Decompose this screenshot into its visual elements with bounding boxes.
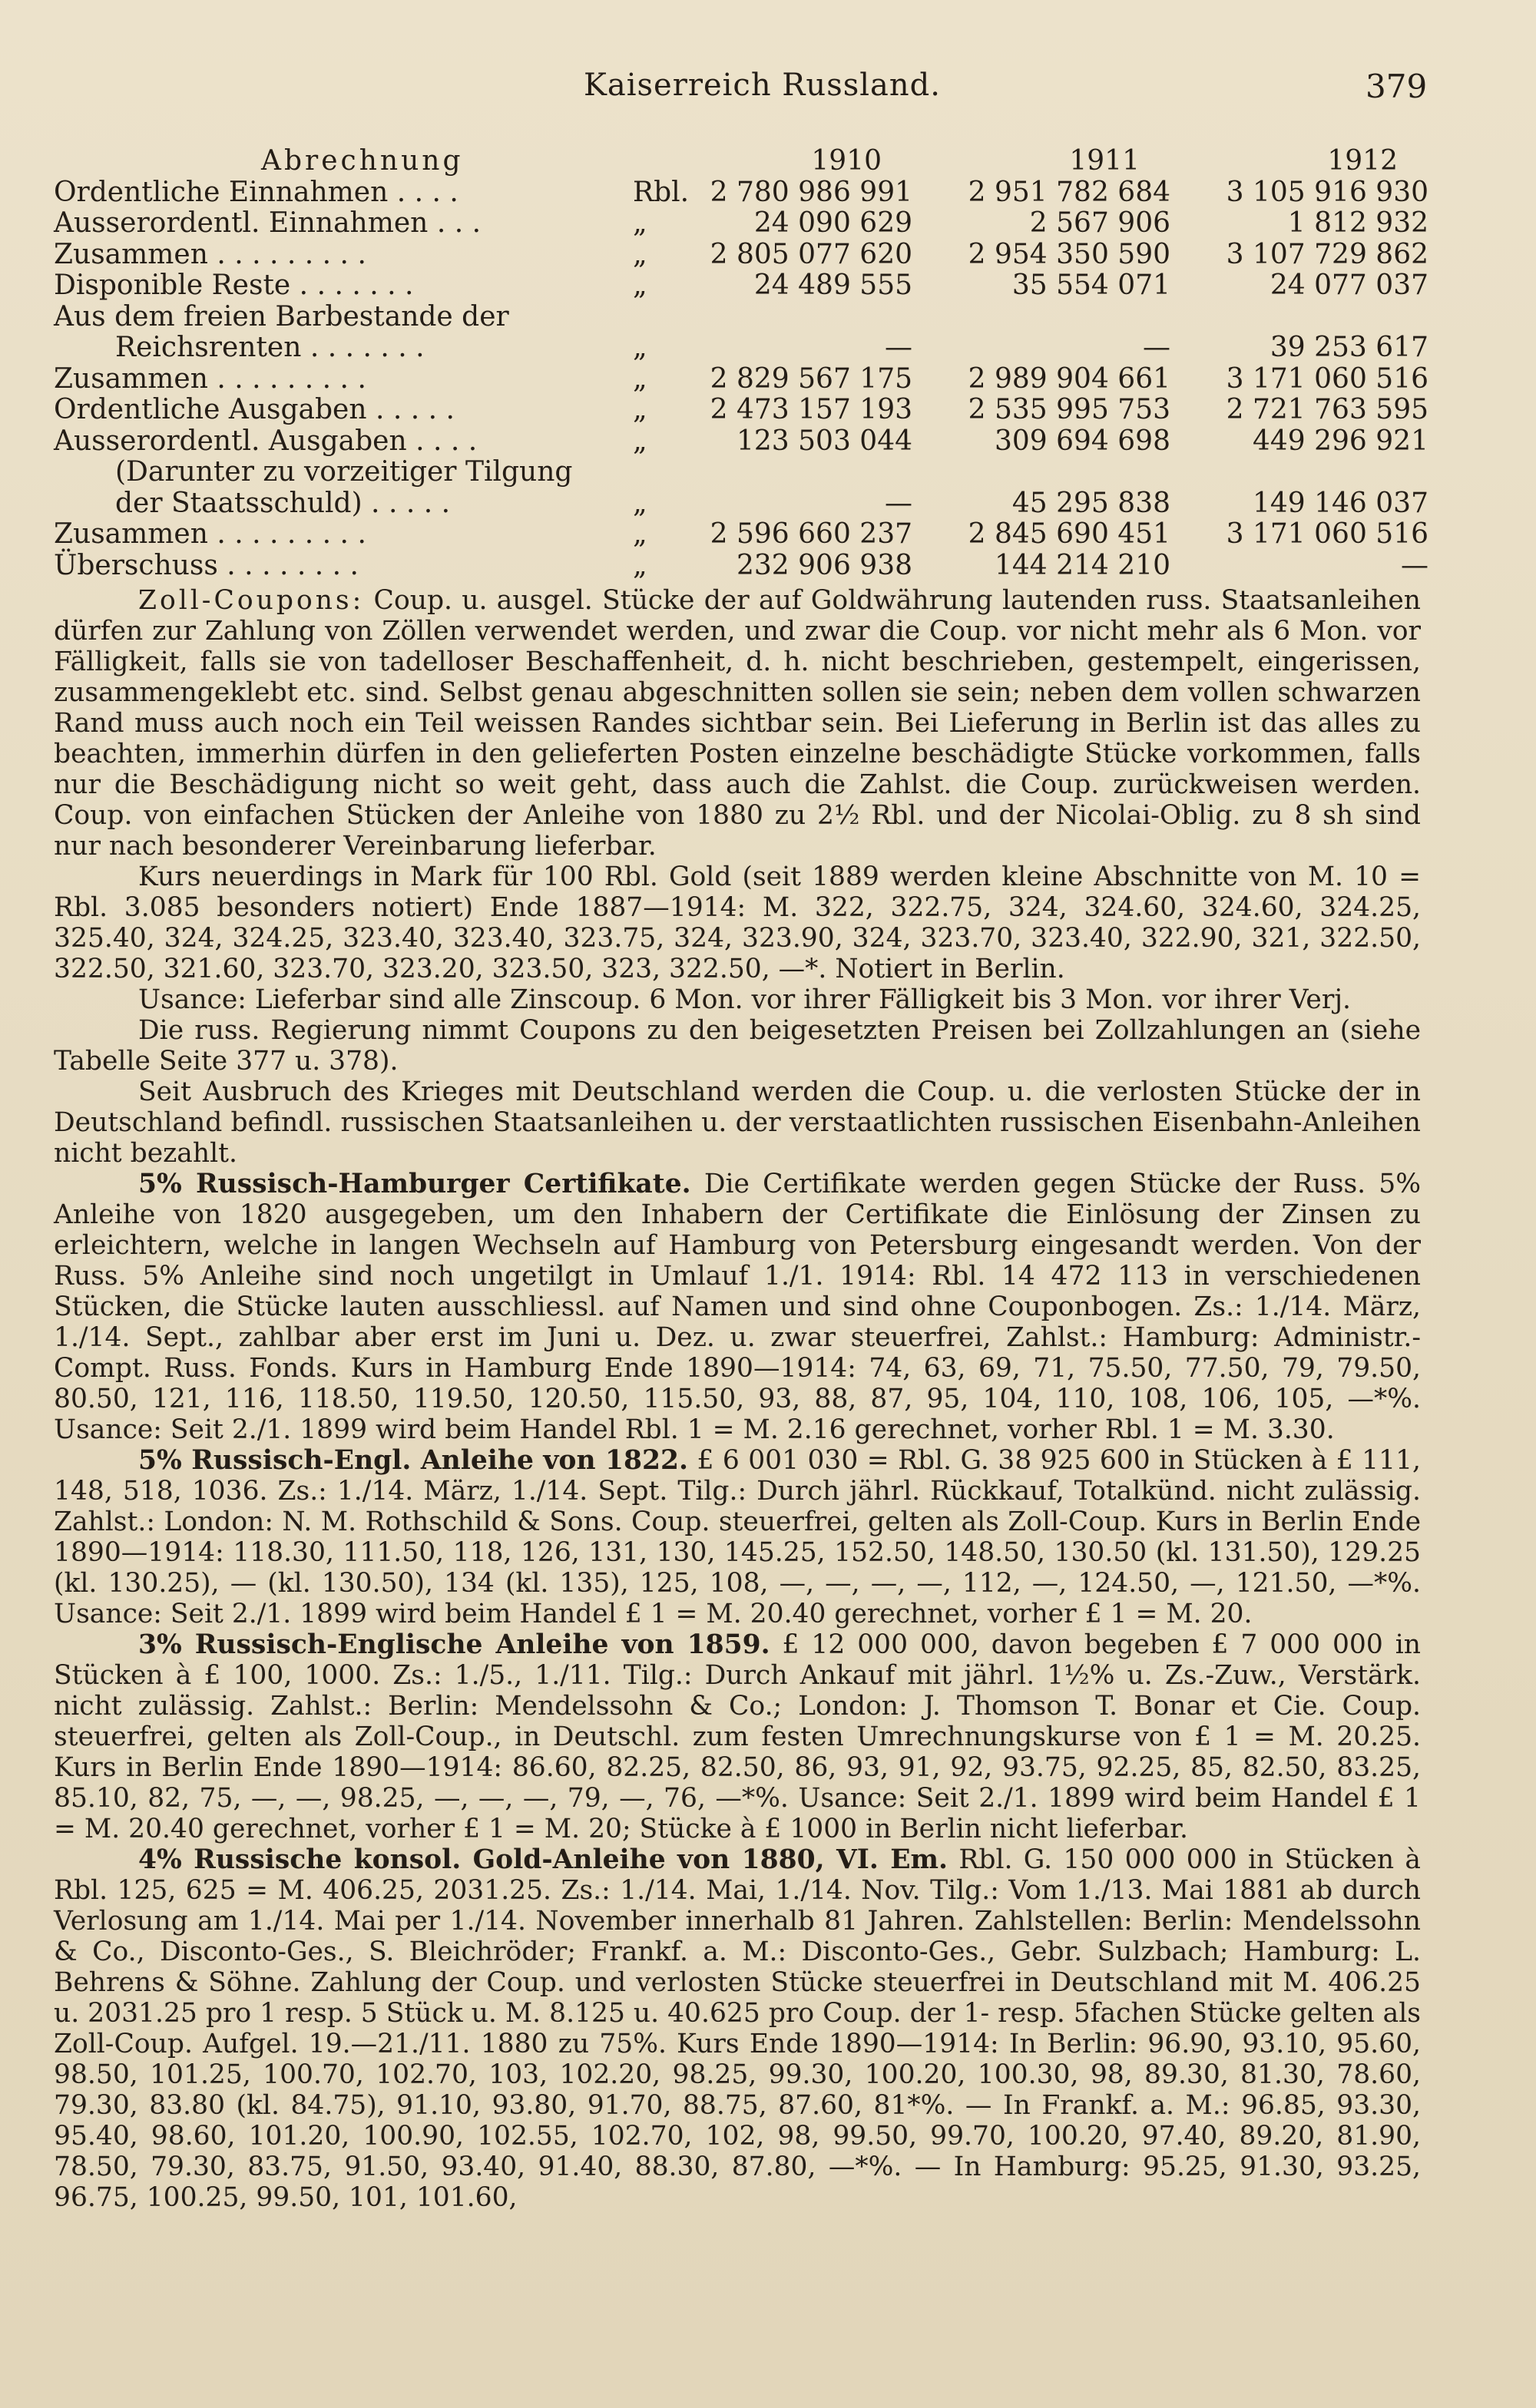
value-1910: 2 473 157 193 xyxy=(710,394,913,425)
value-1912: 1 812 932 xyxy=(1287,207,1428,239)
value-1911: — xyxy=(1143,332,1170,363)
paragraph xyxy=(54,984,1421,1015)
value-1910: 2 596 660 237 xyxy=(710,518,913,550)
value-1912: 39 253 617 xyxy=(1270,332,1428,363)
value-1912: 3 171 060 516 xyxy=(1226,518,1428,550)
value-1911: 2 845 690 451 xyxy=(968,518,1170,550)
row-label: Überschuss . . . . . . . . xyxy=(54,549,359,581)
table-body xyxy=(54,177,1428,582)
row-label: Ausserordentl. Einnahmen . . . xyxy=(54,207,482,239)
paragraph-text: Rbl. G. 150 000 000 in Stücken à Rbl. 125, 625 = M. 406.25, 2031.25. Zs.: 1./14. Mai, 1./14. Nov. Tilg.: Vom 1./13. Mai 1881 ab durch Verlosung am 1./14. Mai per 1./14. November innerhalb 81 Jahren. Zahlstellen: Berlin: Mendelssohn & Co., Disconto-Ges., S. Bleichröder; Frankf. a. M.: Disconto-Ges., Gebr. Sulzbach; Hamburg: L. Behrens & Söhne. Zahlung der Coup. und verlosten Stücke steuerfrei in Deutschland mit M. 406.25 u. 2031.25 pro 1 resp. 5 Stück u. M. 8.125 u. 40.625 pro Coup. der 1- resp. 5fachen Stücke gelten als Zoll-Coup. Aufgel. 19.—21./11. 1880 zu 75%. Kurs Ende 1890—1914: In Berlin: 96.90, 93.10, 95.60, 98.50, 101.25, 100.70, 102.70, 103, 102.20, 98.25, 99.30, 100.20, 100.30, 98, 89.30, 81.30, 78.60, 79.30, 83.80 (kl. 84.75), 91.10, 93.80, 91.70, 88.75, 87.60, 81*%. — In Frankf. a. M.: 96.85, 93.30, 95.40, 98.60, 101.20, 100.90, 102.55, 102.70, 102, 98, 99.50, 99.70, 100.20, 97.40, 89.20, 81.90, 78.50, 79.30, 83.75, 91.50, 93.40, 91.40, 88.30, 87.80, —*%. — In Hamburg: 95.25, 91.30, 93.25, 96.75, 100.25, 99.50, 101, 101.60, xyxy=(54,1844,1421,2213)
paragraph xyxy=(54,1169,1421,1445)
value-1912: 2 721 763 595 xyxy=(1226,394,1428,425)
row-unit: „ xyxy=(633,394,647,425)
table-row xyxy=(54,332,1428,364)
value-1910: — xyxy=(885,332,913,363)
budget-table xyxy=(54,146,1428,581)
row-unit: „ xyxy=(633,549,647,581)
value-1912: 449 296 921 xyxy=(1252,425,1428,457)
value-1910: — xyxy=(885,487,913,519)
year-1912: 1912 xyxy=(1327,145,1398,177)
paragraph-lead: 5% Russisch-Engl. Anleihe von 1822. xyxy=(138,1445,689,1476)
paragraph xyxy=(54,1629,1421,1844)
value-1911: 144 214 210 xyxy=(994,549,1170,581)
value-1910 xyxy=(689,302,912,333)
paragraph-text: Coup. u. ausgel. Stücke der auf Goldwährung lautenden russ. Staatsanleihen dürfen zur Zahlung von Zöllen verwendet werden, und zwar die Coup. vor nicht mehr als 6 Mon. vor Fälligkeit, falls sie von tadelloser Beschaffenheit, d. h. nicht beschrieben, gestempelt, eingerissen, zusammengeklebt etc. sind. Selbst genau abgeschnitten sollen sie sein; neben dem vollen schwarzen Rand muss auch noch ein Teil weissen Randes sichtbar sein. Bei Lieferung in Berlin ist das alles zu beachten, immerhin dürfen in den gelieferten Posten einzelne beschädigte Stücke vorkommen, falls nur die Beschädigung nicht so weit geht, dass auch die Zahlst. die Coup. zurückweisen werden. Coup. von einfachen Stücken der Anleihe von 1880 zu 2½ Rbl. und der Nicolai-Oblig. zu 8 sh sind nur nach besonderer Vereinbarung lieferbar. xyxy=(54,585,1421,862)
paragraph-text: £ 6 001 030 = Rbl. G. 38 925 600 in Stücken à £ 111, 148, 518, 1036. Zs.: 1./14. März, 1./14. Sept. Tilg.: Durch jährl. Rückkauf, Totalkünd. nicht zulässig. Zahlst.: London: N. M. Rothschild & Sons. Coup. steuerfrei, gelten als Zoll-Coup. Kurs in Berlin Ende 1890—1914: 118.30, 111.50, 118, 126, 131, 130, 145.25, 152.50, 148.50, 130.50 (kl. 131.50), 129.25 (kl. 130.25), — (kl. 130.50), 134 (kl. 135), 125, 108, —, —, —, —, 112, —, 124.50, —, 121.50, —*%. Usance: Seit 2./1. 1899 wird beim Handel £ 1 = M. 20.40 gerechnet, vorher £ 1 = M. 20. xyxy=(54,1445,1421,1629)
table-row xyxy=(54,519,1428,551)
value-1911: 2 951 782 684 xyxy=(968,176,1170,208)
value-1911 xyxy=(912,302,1170,333)
row-unit: „ xyxy=(633,207,647,239)
row-unit: „ xyxy=(633,518,647,550)
value-1912 xyxy=(1170,457,1428,488)
body-text xyxy=(54,585,1421,2213)
row-unit: „ xyxy=(633,362,647,395)
row-label: der Staatsschuld) . . . . . xyxy=(115,487,451,519)
table-row xyxy=(54,551,1428,582)
value-1910: 24 489 555 xyxy=(753,270,913,301)
table-row xyxy=(54,240,1428,271)
row-unit: „ xyxy=(633,332,647,363)
value-1911 xyxy=(912,457,1170,488)
value-1911: 309 694 698 xyxy=(994,425,1170,457)
value-1910: 24 090 629 xyxy=(753,207,913,239)
table-row xyxy=(54,208,1428,240)
paragraph-lead: 5% Russisch-Hamburger Certifikate. xyxy=(138,1169,691,1199)
value-1911: 2 989 904 661 xyxy=(968,362,1170,395)
paragraph-text: Seit Ausbruch des Krieges mit Deutschland werden die Coup. u. die verlosten Stücke der in Deutschland befindl. russischen Staatsanleihen u. der verstaatlichten russischen Eisenbahn-Anleihen nicht bezahlt. xyxy=(54,1077,1421,1169)
row-unit: „ xyxy=(633,487,647,519)
table-row xyxy=(54,177,1428,209)
row-unit: „ xyxy=(633,425,647,457)
value-1911: 35 554 071 xyxy=(1011,270,1170,301)
table-header-row xyxy=(54,146,1428,177)
paragraph-lead: 4% Russische konsol. Gold-Anleihe von 1880, VI. Em. xyxy=(138,1844,948,1875)
paragraph-lead: Zoll-Coupons: xyxy=(138,585,365,616)
row-unit: „ xyxy=(633,238,647,270)
table-row xyxy=(54,395,1428,426)
running-head xyxy=(0,68,1536,114)
value-1912: — xyxy=(1401,549,1428,581)
table-row xyxy=(54,488,1428,520)
table-row xyxy=(54,426,1428,458)
row-label: Zusammen . . . . . . . . . xyxy=(54,238,366,270)
row-label: Ordentliche Einnahmen . . . . xyxy=(54,176,458,208)
value-1911: 2 535 995 753 xyxy=(968,394,1170,425)
row-label: Reichsrenten . . . . . . . xyxy=(115,332,425,363)
year-1910: 1910 xyxy=(811,145,882,177)
table-row xyxy=(54,302,1428,333)
year-1911: 1911 xyxy=(1069,145,1140,177)
value-1912: 3 171 060 516 xyxy=(1226,362,1428,395)
paragraph xyxy=(54,862,1421,984)
value-1911: 2 567 906 xyxy=(1029,207,1170,239)
paragraph-text: Kurs neuerdings in Mark für 100 Rbl. Gold (seit 1889 werden kleine Abschnitte von M. 10 = Rbl. 3.085 besonders notiert) Ende 1887—1914: M. 322, 322.75, 324, 324.60, 324.60, 324.25, 325.40, 324, 324.25, 323.40, 323.40, 323.75, 324, 323.90, 324, 323.70, 323.40, 322.90, 321, 322.50, 322.50, 321.60, 323.70, 323.20, 323.50, 323, 322.50, —*. Notiert in Berlin. xyxy=(54,862,1421,984)
paragraph xyxy=(54,1844,1421,2213)
value-1912 xyxy=(1170,302,1428,333)
value-1910: 2 829 567 175 xyxy=(710,362,913,395)
value-1910: 2 780 986 991 xyxy=(710,176,913,208)
paragraph xyxy=(54,1445,1421,1629)
value-1912: 3 107 729 862 xyxy=(1226,238,1428,270)
table-row xyxy=(54,457,1428,488)
paragraph-text: £ 12 000 000, davon begeben £ 7 000 000 in Stücken à £ 100, 1000. Zs.: 1./5., 1./11. Tilg.: Durch Ankauf mit jährl. 1½% u. Zs.-Zuw., Verstärk. nicht zulässig. Zahlst.: Berlin: Mendelssohn & Co.; London: J. Thomson T. Bonar et Cie. Coup. steuerfrei, gelten als Zoll-Coup., in Deutschl. zum festen Umrechnungskurse von £ 1 = M. 20.25. Kurs in Berlin Ende 1890—1914: 86.60, 82.25, 82.50, 86, 93, 91, 92, 93.75, 92.25, 85, 82.50, 83.25, 85.10, 82, 75, —, —, 98.25, —, —, —, 79, —, 76, —*%. Usance: Seit 2./1. 1899 wird beim Handel £ 1 = M. 20.40 gerechnet, vorher £ 1 = M. 20; Stücke à £ 1000 in Berlin nicht lieferbar. xyxy=(54,1629,1421,1844)
table-row xyxy=(54,364,1428,395)
paragraph xyxy=(54,1015,1421,1077)
row-label: Aus dem freien Barbestande der xyxy=(54,300,509,332)
row-label: Ausserordentl. Ausgaben . . . . xyxy=(54,425,478,457)
value-1911: 45 295 838 xyxy=(1011,487,1170,519)
paragraph xyxy=(54,1077,1421,1169)
paragraph xyxy=(54,585,1421,862)
value-1910: 232 906 938 xyxy=(736,549,913,581)
row-unit xyxy=(633,457,689,488)
value-1911: 2 954 350 590 xyxy=(968,238,1170,270)
paragraph-text: Die russ. Regierung nimmt Coupons zu den beigesetzten Preisen bei Zollzahlungen an (siehe Tabelle Seite 377 u. 378). xyxy=(54,1015,1421,1077)
row-label: Disponible Reste . . . . . . . xyxy=(54,270,414,301)
value-1910: 2 805 077 620 xyxy=(710,238,913,270)
value-1912: 24 077 037 xyxy=(1270,270,1428,301)
paragraph-lead: 3% Russisch-Englische Anleihe von 1859. xyxy=(138,1629,770,1660)
running-title: Kaiserreich Russland. xyxy=(584,68,941,103)
row-unit: Rbl. xyxy=(633,176,690,208)
table-header-label: Abrechnung xyxy=(261,145,464,177)
row-label: Ordentliche Ausgaben . . . . . xyxy=(54,394,455,425)
row-label: Zusammen . . . . . . . . . xyxy=(54,362,366,395)
value-1910: 123 503 044 xyxy=(736,425,913,457)
paragraph-text: Die Certifikate werden gegen Stücke der Russ. 5% Anleihe von 1820 ausgegeben, um den Inhabern der Certifikate die Einlösung der Zinsen zu erleichtern, welche in langen Wechseln auf Hamburg von Petersburg eingesandt werden. Von der Russ. 5% Anleihe sind noch ungetilgt in Umlauf 1./1. 1914: Rbl. 14 472 113 in verschiedenen Stücken, die Stücke lauten ausschliessl. auf Namen und sind ohne Couponbogen. Zs.: 1./14. März, 1./14. Sept., zahlbar aber erst im Juni u. Dez. u. zwar steuerfrei, Zahlst.: Hamburg: Administr.-Compt. Russ. Fonds. Kurs in Hamburg Ende 1890—1914: 74, 63, 69, 71, 75.50, 77.50, 79, 79.50, 80.50, 121, 116, 118.50, 119.50, 120.50, 115.50, 93, 88, 87, 95, 104, 110, 108, 106, 105, —*%. Usance: Seit 2./1. 1899 wird beim Handel Rbl. 1 = M. 2.16 gerechnet, vorher Rbl. 1 = M. 3.30. xyxy=(54,1169,1421,1445)
value-1912: 3 105 916 930 xyxy=(1226,176,1428,208)
row-unit: „ xyxy=(633,270,647,301)
table-row xyxy=(54,270,1428,302)
row-unit xyxy=(633,302,689,333)
row-label: Zusammen . . . . . . . . . xyxy=(54,518,366,550)
paragraph-text: Usance: Lieferbar sind alle Zinscoup. 6 Mon. vor ihrer Fälligkeit bis 3 Mon. vor ihrer Verj. xyxy=(138,984,1351,1015)
row-label: (Darunter zu vorzeitiger Tilgung xyxy=(115,456,573,488)
value-1912: 149 146 037 xyxy=(1252,487,1428,519)
value-1910 xyxy=(689,457,912,488)
page-number: 379 xyxy=(1366,68,1428,105)
